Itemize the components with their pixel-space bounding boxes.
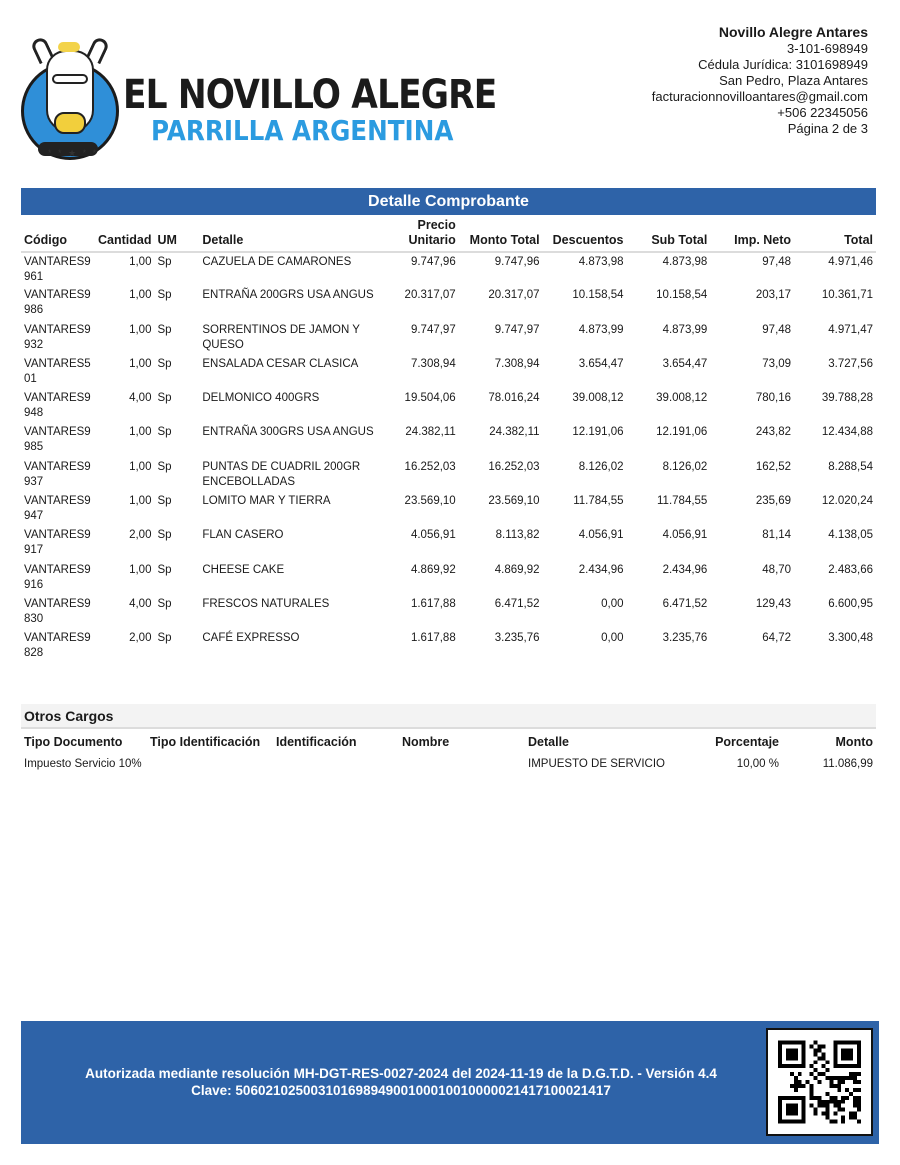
cell-cantidad: 2,00 [129,632,152,645]
codigo-line1: VANTARES9 [24,426,91,439]
codigo-line1: VANTARES9 [24,597,91,610]
cell-codigo [21,492,95,526]
cell-subtotal: 3.654,47 [662,357,708,370]
cell-descuentos: 12.191,06 [572,426,624,439]
cell-monto: 78.016,24 [488,392,540,405]
table-row [21,629,876,663]
col-nombre: Nombre [402,735,450,749]
cell-codigo [21,423,95,457]
detalle-line1: ENSALADA CESAR CLASICA [202,357,359,370]
cell-subtotal: 4.056,91 [662,529,708,542]
footer-text [21,1065,781,1099]
col-codigo: Código [21,216,95,252]
detalle-line1: CAFÉ EXPRESSO [202,632,300,645]
company-email: facturacionnovilloantares@gmail.com [651,89,868,104]
cell-imp: 64,72 [762,632,792,645]
cell-total: 39.788,28 [821,392,873,405]
cell-detalle [199,321,398,355]
cell-monto: 9.747,96 [494,256,540,268]
cell-total: 6.600,95 [828,597,873,610]
codigo-line2: 961 [24,271,44,283]
cell-precio: 20.317,07 [404,289,456,302]
cell-descuentos: 4.056,91 [578,529,624,542]
cell-um: Sp [157,495,172,508]
cell-total: 10.361,71 [821,289,873,302]
detalle-line1: FLAN CASERO [202,529,284,542]
cell-codigo [21,526,95,560]
table-row [21,252,876,286]
cell-descuentos: 0,00 [601,632,624,645]
col-monto-total: Monto Total [459,216,543,252]
cell-um: Sp [157,563,172,576]
cell-precio: 4.056,91 [410,529,456,542]
detalle-line1: LOMITO MAR Y TIERRA [202,495,331,508]
cell-codigo [21,389,95,423]
cell-imp: 97,48 [762,256,792,268]
cell-descuentos: 8.126,02 [578,460,624,473]
cell-total: 8.288,54 [828,460,873,473]
otros-header-row [21,731,876,754]
logo-stars: * * ★ * * [48,148,99,158]
qr-code-graphic [778,1040,861,1124]
cell-subtotal: 4.873,98 [662,256,708,268]
cell-imp: 235,69 [755,495,792,508]
cell-imp: 48,70 [762,563,792,576]
codigo-line2: 916 [24,578,44,591]
cell-imp: 162,52 [755,460,792,473]
codigo-line1: VANTARES9 [24,529,91,542]
codigo-line2: 932 [24,338,44,351]
col-identificacion: Identificación [276,735,357,749]
codigo-line1: VANTARES9 [24,563,91,576]
company-address: San Pedro, Plaza Antares [719,73,868,88]
codigo-line1: VANTARES9 [24,323,91,336]
cell-total: 4.971,47 [828,323,873,336]
col-tipo-identificacion: Tipo Identificación [150,735,261,749]
company-logo [18,32,497,167]
cell-subtotal: 2.434,96 [662,563,708,576]
cell-um: Sp [157,529,172,542]
cell-precio: 16.252,03 [404,460,456,473]
company-id: 3-101-698949 [787,41,868,56]
cell-um: Sp [157,357,172,370]
col-tipo-documento: Tipo Documento [24,735,123,749]
codigo-line1: VANTARES9 [24,495,91,508]
cell-codigo [21,458,95,492]
cell-cantidad: 2,00 [129,529,152,542]
codigo-line1: VANTARES9 [24,256,91,268]
cell-monto: 16.252,03 [488,460,540,473]
cell-codigo [21,286,95,320]
cell-imp: 243,82 [755,426,792,439]
cell-subtotal: 11.784,55 [657,495,708,508]
codigo-line2: 947 [24,510,44,523]
cell-um: Sp [157,460,172,473]
cell-um: Sp [157,597,172,610]
company-name: Novillo Alegre Antares [718,24,868,40]
detalle-line1: PUNTAS DE CUADRIL 200GR [202,460,361,473]
cell-monto: 7.308,94 [494,357,540,370]
cell-monto: 11.086,99 [822,758,873,770]
cell-detalle [199,389,398,423]
table-row [21,389,876,423]
cell-codigo [21,595,95,629]
col-imp-neto: Imp. Neto [710,216,794,252]
cell-precio: 1.617,88 [410,597,456,610]
cell-cantidad: 1,00 [129,357,152,370]
cell-cantidad: 1,00 [129,426,152,439]
col-total: Total [794,216,876,252]
cell-um: Sp [157,392,172,405]
cell-total: 2.483,66 [828,563,873,576]
cell-subtotal: 12.191,06 [656,426,708,439]
cell-codigo [21,252,95,286]
cell-um: Sp [157,426,172,439]
cell-descuentos: 39.008,12 [572,392,624,405]
cell-um: Sp [157,632,172,645]
table-row [21,526,876,560]
company-info [652,24,868,137]
cell-total: 3.727,56 [828,357,873,370]
cell-imp: 780,16 [755,392,792,405]
cell-descuentos: 2.434,96 [578,563,624,576]
detalle-line1: ENTRAÑA 200GRS USA ANGUS [202,289,374,302]
cell-codigo [21,629,95,663]
cell-cantidad: 1,00 [129,323,152,336]
detalle-table [21,216,876,664]
cell-codigo [21,321,95,355]
col-sub-total: Sub Total [627,216,711,252]
logo-nose [54,112,86,134]
cell-detalle [199,595,398,629]
cell-subtotal: 39.008,12 [656,392,708,405]
cell-detalle [199,355,398,389]
cell-monto: 6.471,52 [494,597,540,610]
cell-um: Sp [157,289,172,302]
otros-cargos-table [21,731,876,775]
detalle-header-row [21,216,876,252]
cell-imp: 73,09 [762,357,792,370]
detalle-section-title: Detalle Comprobante [21,188,876,215]
cell-subtotal: 6.471,52 [662,597,708,610]
col-precio-line1: Precio [417,218,456,232]
cell-imp: 129,43 [755,597,792,610]
cell-imp: 203,17 [755,289,792,302]
col-descuentos: Descuentos [543,216,627,252]
cell-identificacion [273,754,399,775]
codigo-line2: 937 [24,475,44,488]
cell-cantidad: 1,00 [129,563,152,576]
cell-imp: 97,48 [762,323,792,336]
codigo-line1: VANTARES9 [24,289,91,302]
cell-descuentos: 11.784,55 [573,495,624,508]
codigo-line2: 830 [24,612,44,625]
codigo-line1: VANTARES9 [24,460,91,473]
cell-precio: 9.747,97 [410,323,456,336]
detalle-line2: ENCEBOLLADAS [202,475,296,488]
cell-total: 3.300,48 [828,632,873,645]
cell-imp: 81,14 [762,529,792,542]
detalle-line2: QUESO [202,338,244,351]
codigo-line2: 986 [24,304,44,317]
cell-precio: 1.617,88 [410,632,456,645]
col-detalle-otros: Detalle [528,735,569,749]
cell-detalle [199,286,398,320]
cell-precio: 23.569,10 [404,495,456,508]
qr-code-icon [766,1028,873,1136]
page-indicator: Página 2 de 3 [787,121,868,136]
codigo-line1: VANTARES9 [24,632,91,645]
cell-subtotal: 3.235,76 [662,632,708,645]
logo-glasses [52,74,88,84]
cell-cantidad: 1,00 [129,460,152,473]
cell-total: 4.138,05 [828,529,873,542]
table-row [21,492,876,526]
cell-tipo-identificacion [147,754,273,775]
cell-monto: 4.869,92 [494,563,540,576]
col-precio-line2: Unitario [408,233,456,247]
cell-descuentos: 0,00 [601,597,624,610]
codigo-line2: 917 [24,544,44,557]
cell-nombre [399,754,525,775]
cell-subtotal: 8.126,02 [662,460,708,473]
table-row [21,423,876,457]
col-um: UM [154,216,199,252]
codigo-line2: 01 [24,372,37,385]
cell-subtotal: 10.158,54 [656,289,708,302]
table-row [21,561,876,595]
cell-um: Sp [157,256,172,268]
col-detalle: Detalle [199,216,398,252]
cell-descuentos: 4.873,98 [578,256,624,268]
table-row [21,595,876,629]
cell-monto: 24.382,11 [489,426,540,439]
col-monto: Monto [835,735,873,749]
col-porcentaje: Porcentaje [715,735,779,749]
footer-banner [21,1021,879,1144]
brand-tagline: PARRILLA ARGENTINA [151,114,454,147]
cell-descuentos: 10.158,54 [572,289,624,302]
cell-um: Sp [157,323,172,336]
cell-detalle [199,526,398,560]
codigo-line2: 828 [24,647,44,660]
cell-cantidad: 1,00 [129,495,152,508]
table-row [21,754,876,775]
detalle-line1: ENTRAÑA 300GRS USA ANGUS [202,426,374,439]
cell-codigo [21,355,95,389]
codigo-line1: VANTARES5 [24,357,91,370]
cell-total: 12.020,24 [821,495,873,508]
cell-total: 4.971,46 [828,256,873,268]
table-row [21,458,876,492]
cell-detalle [199,423,398,457]
detalle-line1: CHEESE CAKE [202,563,285,576]
cell-detalle [199,252,398,286]
cell-descuentos: 3.654,47 [578,357,624,370]
codigo-line2: 985 [24,441,44,454]
cell-monto: 9.747,97 [494,323,540,336]
table-row [21,321,876,355]
cell-cantidad: 4,00 [129,392,152,405]
cell-detalle [199,629,398,663]
authorization-text: Autorizada mediante resolución MH-DGT-RES-0027-2024 del 2024-11-19 de la D.G.T.D. - Versión 4.4 [85,1066,717,1081]
cell-detalle [199,458,398,492]
table-row [21,355,876,389]
cell-codigo [21,561,95,595]
cell-cantidad: 4,00 [129,597,152,610]
cell-precio: 24.382,11 [405,426,456,439]
cell-cantidad: 1,00 [129,289,152,302]
cell-precio: 9.747,96 [410,256,456,268]
cell-tipo-documento: Impuesto Servicio 10% [24,758,142,770]
detalle-line1: SORRENTINOS DE JAMON Y [202,323,360,336]
company-cedula: Cédula Jurídica: 3101698949 [698,57,868,72]
cell-descuentos: 4.873,99 [578,323,624,336]
cell-monto: 3.235,76 [494,632,540,645]
cell-total: 12.434,88 [821,426,873,439]
col-precio-unitario [399,216,459,252]
brand-name: EL NOVILLO ALEGRE [123,72,497,118]
col-cantidad: Cantidad [95,216,154,252]
cell-detalle [199,492,398,526]
detalle-line1: DELMONICO 400GRS [202,392,320,405]
cell-detalle: IMPUESTO DE SERVICIO [528,758,665,770]
logo-tuft [58,42,80,52]
codigo-line2: 948 [24,407,44,420]
cell-precio: 4.869,92 [410,563,456,576]
cell-precio: 19.504,06 [404,392,456,405]
detalle-line1: FRESCOS NATURALES [202,597,330,610]
company-phone: +506 22345056 [777,105,868,120]
table-row [21,286,876,320]
cell-porcentaje: 10,00 % [736,758,779,770]
cell-monto: 23.569,10 [488,495,540,508]
cell-precio: 7.308,94 [410,357,456,370]
detalle-line1: CAZUELA DE CAMARONES [202,256,352,268]
cell-subtotal: 4.873,99 [662,323,708,336]
cell-cantidad: 1,00 [129,256,152,268]
clave-text: Clave: 50602102500310169894900100010010000021417100021417 [191,1083,611,1098]
cell-monto: 20.317,07 [488,289,540,302]
cell-detalle [199,561,398,595]
otros-cargos-title: Otros Cargos [21,704,876,729]
cell-monto: 8.113,82 [495,529,540,542]
codigo-line1: VANTARES9 [24,392,91,405]
